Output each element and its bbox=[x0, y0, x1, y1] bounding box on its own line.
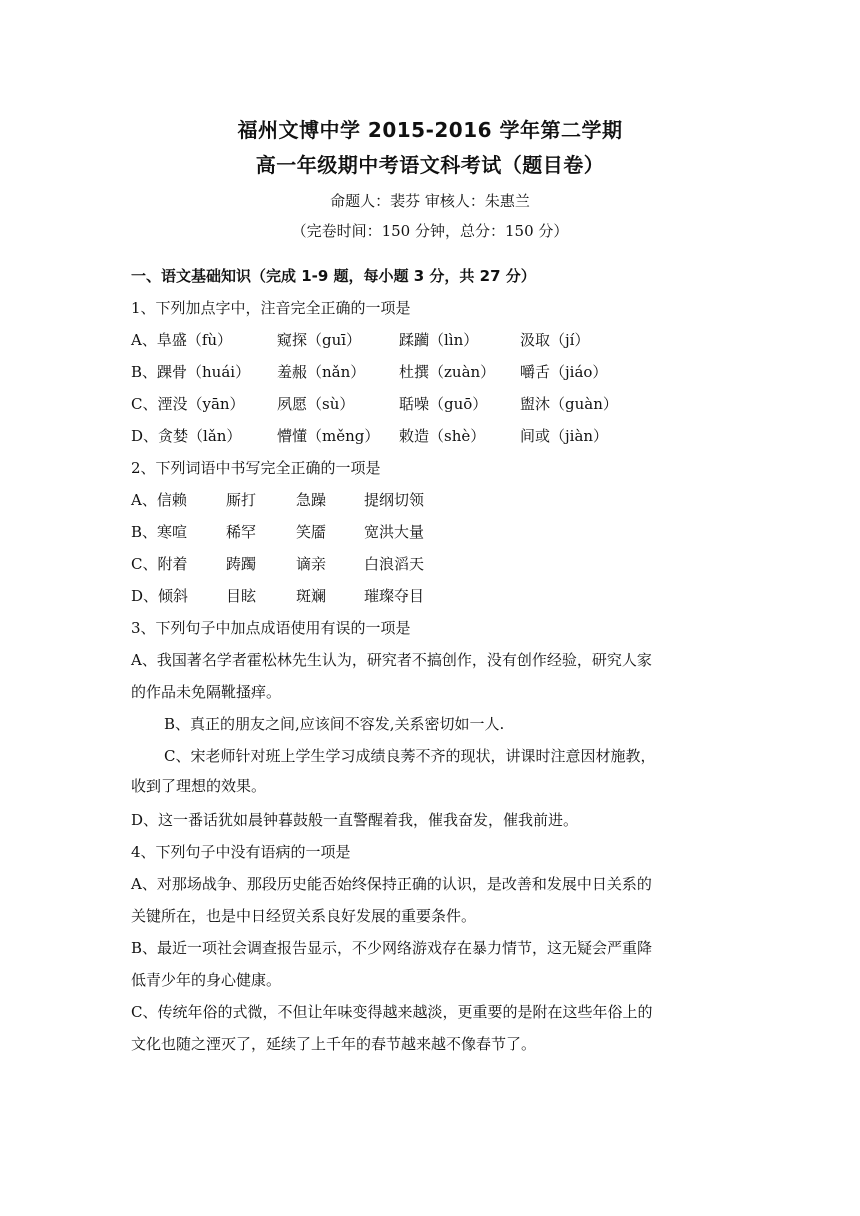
q1-option-b-col1: B、踝骨（huái） bbox=[131, 363, 251, 381]
q1-option-b-col2: 羞赧（nǎn） bbox=[277, 363, 366, 381]
exam-title-line1: 福州文博中学 2015-2016 学年第二学期 bbox=[237, 118, 623, 142]
q3-option-d: D、这一番话犹如晨钟暮鼓般一直警醒着我，催我奋发，催我前进。 bbox=[131, 811, 579, 829]
q1-option-b-col3: 杜撰（zuàn） bbox=[399, 363, 496, 381]
q4-option-a-line2: 关键所在，也是中日经贸关系良好发展的重要条件。 bbox=[131, 907, 477, 925]
q2-option-b-col1: B、寒喧 bbox=[131, 523, 188, 541]
q2-option-d-col2: 目眩 bbox=[226, 587, 257, 605]
q2-option-a-col3: 急躁 bbox=[296, 491, 327, 509]
q2-option-c-col1: C、附着 bbox=[131, 555, 188, 573]
q1-option-a-col4: 汲取（jí） bbox=[520, 331, 590, 349]
q2-option-c-col3: 谪亲 bbox=[296, 555, 327, 573]
q3-option-a-line1: A、我国著名学者霍松林先生认为，研究者不搞创作，没有创作经验，研究人家 bbox=[131, 651, 652, 669]
q1-option-d-col2: 懵懂（měng） bbox=[277, 427, 380, 445]
q1-option-a-col1: A、阜盛（fù） bbox=[131, 331, 233, 349]
q3-option-c-line1: C、宋老师针对班上学生学习成绩良莠不齐的现状，讲课时注意因材施教， bbox=[164, 747, 656, 765]
q4-option-a-line1: A、对那场战争、那段历史能否始终保持正确的认识，是改善和发展中日关系的 bbox=[131, 875, 652, 893]
q2-option-c-col4: 白浪滔天 bbox=[364, 555, 425, 573]
q3-option-a-line2: 的作品未免隔靴搔痒。 bbox=[131, 683, 282, 701]
q1-option-a-col3: 蹂躏（lìn） bbox=[399, 331, 479, 349]
q2-option-c-col2: 踌躅 bbox=[226, 555, 257, 573]
q2-option-a-col2: 厮打 bbox=[226, 491, 257, 509]
q4-option-b-line1: B、最近一项社会调查报告显示，不少网络游戏存在暴力情节，这无疑会严重降 bbox=[131, 939, 653, 957]
q2-option-d-col3: 斑斓 bbox=[296, 587, 327, 605]
q1-option-a-col2: 窥探（guī） bbox=[277, 331, 362, 349]
q1-option-d-col4: 间或（jiàn） bbox=[520, 427, 609, 445]
q2-option-b-col2: 稀罕 bbox=[226, 523, 257, 541]
q1-option-c-col3: 聒噪（guō） bbox=[399, 395, 488, 413]
question-3-stem: 3、下列句子中加点成语使用有误的一项是 bbox=[131, 619, 411, 637]
q1-option-d-col1: D、贪婪（lǎn） bbox=[131, 427, 242, 445]
section-heading: 一、语文基础知识（完成 1-9 题，每小题 3 分，共 27 分） bbox=[131, 267, 536, 285]
q4-option-b-line2: 低青少年的身心健康。 bbox=[131, 971, 282, 989]
question-1-stem: 1、下列加点字中，注音完全正确的一项是 bbox=[131, 299, 411, 317]
question-4-stem: 4、下列句子中没有语病的一项是 bbox=[131, 843, 351, 861]
q2-option-d-col1: D、倾斜 bbox=[131, 587, 189, 605]
q2-option-a-col1: A、信赖 bbox=[131, 491, 187, 509]
q1-option-d-col3: 敕造（shè） bbox=[399, 427, 486, 445]
exam-authors: 命题人：裴芬 审核人：朱惠兰 bbox=[330, 192, 530, 210]
q3-option-b: B、真正的朋友之间,应该间不容发,关系密切如一人. bbox=[164, 715, 505, 733]
exam-title-line2: 高一年级期中考语文科考试（题目卷） bbox=[255, 153, 605, 177]
question-2-stem: 2、下列词语中书写完全正确的一项是 bbox=[131, 459, 381, 477]
q2-option-a-col4: 提纲切领 bbox=[364, 491, 425, 509]
q2-option-b-col4: 宽洪大量 bbox=[364, 523, 425, 541]
q1-option-c-col1: C、湮没（yān） bbox=[131, 395, 245, 413]
q1-option-c-col2: 夙愿（sù） bbox=[277, 395, 355, 413]
exam-time-info: （完卷时间：150 分钟，总分：150 分） bbox=[291, 222, 569, 240]
q1-option-b-col4: 嚼舌（jiáo） bbox=[520, 363, 608, 381]
q1-option-c-col4: 盥沐（guàn） bbox=[520, 395, 618, 413]
q3-option-c-line2: 收到了理想的效果。 bbox=[131, 777, 267, 795]
q4-option-c-line1: C、传统年俗的式微，不但让年味变得越来越淡，更重要的是附在这些年俗上的 bbox=[131, 1003, 653, 1021]
q4-option-c-line2: 文化也随之湮灭了，延续了上千年的春节越来越不像春节了。 bbox=[131, 1035, 537, 1053]
q2-option-d-col4: 璀璨夺目 bbox=[364, 587, 425, 605]
q2-option-b-col3: 笑靥 bbox=[296, 523, 327, 541]
